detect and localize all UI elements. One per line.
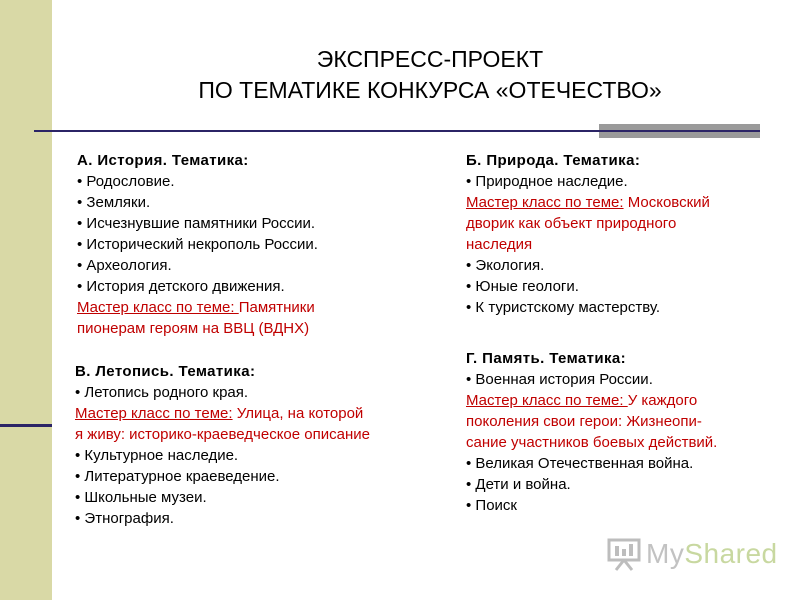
title-line-1: ЭКСПРЕСС-ПРОЕКТ [316, 46, 544, 72]
title-divider [34, 130, 599, 132]
section-nature [466, 150, 710, 318]
list-item: • Археология. [77, 257, 172, 274]
title-line-2: ПО ТЕМАТИКЕ КОНКУРСА «ОТЕЧЕСТВО» [198, 77, 662, 103]
list-item: • Дети и война. [466, 476, 571, 493]
master-class-label: Мастер класс по теме: [466, 194, 624, 211]
section-heading: Б. Природа. Тематика: [466, 152, 641, 169]
master-class-text: Московский [623, 194, 710, 211]
master-class-label: Мастер класс по теме: [466, 392, 628, 409]
left-decorative-band [0, 0, 52, 600]
master-class-topic [466, 192, 710, 213]
list-item: • Юные геологи. [466, 278, 579, 295]
list-item: • Земляки. [77, 194, 151, 211]
master-class-text-line: пионерам героям на ВВЦ (ВДНХ) [77, 320, 310, 337]
section-heading: А. История. Тематика: [77, 152, 249, 169]
list-item: • К туристскому мастерству. [466, 299, 661, 316]
master-class-topic [75, 403, 370, 424]
master-class-text-line: я живу: историко-краеведческое описание [75, 426, 370, 443]
master-class-label: Мастер класс по теме: [77, 299, 239, 316]
list-item: • Культурное наследие. [75, 447, 239, 464]
watermark [606, 536, 778, 572]
watermark-text-my: My [646, 538, 685, 569]
section-chronicle [75, 361, 370, 529]
section-heading: Г. Память. Тематика: [466, 350, 627, 367]
master-class-label: Мастер класс по теме: [75, 405, 233, 422]
list-item: • Исторический некрополь России. [77, 236, 318, 253]
list-item: • Родословие. [77, 173, 175, 190]
slide-title [60, 44, 800, 106]
section-history [77, 150, 318, 339]
section-heading: В. Летопись. Тематика: [75, 363, 256, 380]
list-item: • Поиск [466, 497, 517, 514]
master-class-text: Памятники [238, 299, 315, 316]
master-class-text-line: сание участников боевых действий. [466, 434, 718, 451]
master-class-topic [466, 390, 717, 411]
master-class-text: Улица, на которой [232, 405, 364, 422]
master-class-text-line: наследия [466, 236, 533, 253]
list-item: • Природное наследие. [466, 173, 628, 190]
list-item: • Летопись родного края. [75, 384, 249, 401]
section-memory [466, 348, 717, 516]
left-band-divider [0, 424, 52, 427]
list-item: • Литературное краеведение. [75, 468, 280, 485]
watermark-text-shared: Shared [684, 538, 778, 569]
list-item: • Школьные музеи. [75, 489, 207, 506]
master-class-text: У каждого [627, 392, 698, 409]
list-item: • Великая Отечественная война. [466, 455, 694, 472]
list-item: • Этнография. [75, 510, 174, 527]
list-item: • Исчезнувшие памятники России. [77, 215, 316, 232]
master-class-text-line: дворик как объект природного [466, 215, 677, 232]
title-divider-accent-line [599, 130, 760, 132]
list-item: • Военная история России. [466, 371, 653, 388]
list-item: • Экология. [466, 257, 545, 274]
list-item: • История детского движения. [77, 278, 285, 295]
master-class-text-line: поколения свои герои: Жизнеопи- [466, 413, 702, 430]
watermark-text [646, 538, 778, 570]
master-class-topic [77, 297, 318, 318]
presentation-board-icon [606, 536, 642, 572]
